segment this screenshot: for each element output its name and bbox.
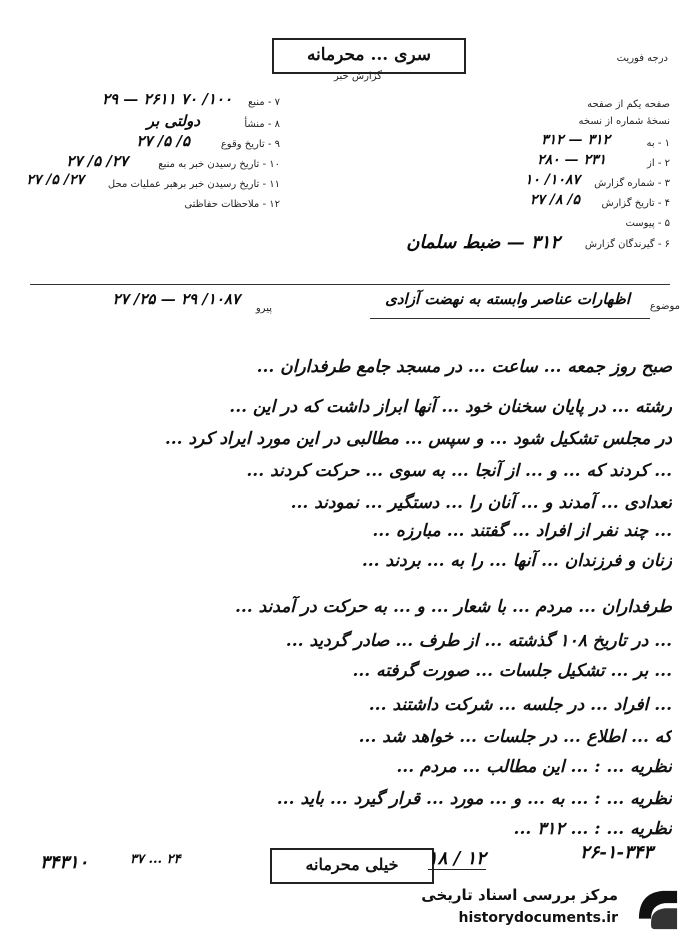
header-divider — [30, 284, 670, 285]
field-5: ۵ - پیوست — [625, 218, 670, 229]
body-line: زنان و فرزندان ... آنها ... را به ... بردند ... — [361, 551, 672, 571]
page-line: صفحه یکم از صفحه — [587, 99, 670, 110]
field-3: ۳ - شماره گزارش ۱۰۸۷/ ۱۰ — [524, 172, 670, 189]
field-8: ۸ - منشأ دولتی بر — [146, 112, 280, 130]
top-classification-stamp — [272, 38, 466, 74]
subject-value: اظهارات عناصر وابسته به نهضت آزادی — [385, 290, 630, 308]
body-line: نظریه ... : ... ۳۱۲ ... — [513, 819, 672, 839]
body-line: رشته ... در پایان سخنان خود ... آنها ابراز داشت که در این ... — [229, 397, 672, 417]
body-line: ... چند نفر از افراد ... گفتند ... مبارزه ... — [372, 521, 672, 541]
bottom-date: ۱۸ / ۱۲ — [428, 848, 486, 869]
watermark-title: مرکز بررسی اسناد تاریخی — [421, 886, 618, 904]
copy-line: نسخهٔ شماره از نسخه — [578, 116, 670, 127]
degree-label: درجه فوریت — [616, 53, 668, 64]
archive-logo-icon — [632, 884, 684, 936]
field-6: ۶ - گیرندگان گزارش ۳۱۲ — ضبط سلمان — [406, 232, 670, 253]
body-line: صبح روز جمعه ... ساعت ... در مسجد جامع طرفداران ... — [256, 357, 672, 377]
body-line: نظریه ... : ... به ... و ... مورد ... قرار گیرد ... باید ... — [276, 789, 672, 809]
bottom-left-note: ۳۷ ... ۲۴ — [130, 852, 181, 867]
body-line: تعدادی ... آمدند و ... آنان را ... دستگیر ... نمودند ... — [290, 493, 672, 513]
watermark — [412, 882, 692, 938]
reference-value: ۱۰۸۷/ ۲۹ — ۲۵/ ۲۷ — [112, 290, 240, 308]
bottom-archive-number: ۲۶-۱-۳۴۳ — [580, 842, 653, 863]
top-classification-text: سری ... محرمانه — [306, 45, 432, 65]
subject-line — [30, 290, 680, 316]
field-4: ۴ - تاریخ گزارش ۵/ ۸/ ۲۷ — [529, 192, 670, 209]
body-line: ... کردند که ... و ... از آنجا ... به سوی ... حرکت کردند ... — [246, 461, 672, 481]
body-line: طرفداران ... مردم ... با شعار ... و ... به حرکت در آمدند ... — [234, 597, 672, 617]
field-9: ۹ - تاریخ وقوع ۵/ ۵/ ۲۷ — [136, 132, 280, 150]
field-7: ۷ - منبع ۱۰۰/ ۷۰ ۲۶۱۱ — ۲۹ — [101, 90, 280, 108]
body-line: ... بر ... تشکیل جلسات ... صورت گرفته ... — [352, 661, 672, 681]
bottom-classification-text: خیلی محرمانه — [305, 855, 399, 874]
subject-underline — [370, 318, 650, 319]
bottom-left-number: ۳۴۳۱۰ — [40, 852, 89, 873]
watermark-url: historydocuments.ir — [458, 910, 618, 926]
body-line: ... در تاریخ ۱۰۸ گذشته ... از طرف ... صادر گردید ... — [285, 631, 672, 651]
report-type-label: گزارش خبر — [334, 71, 382, 82]
bottom-classification-stamp — [270, 848, 434, 884]
field-2: ۲ - از ۲۳۱ — ۲۸۰ — [537, 152, 670, 169]
body-line: ... افراد ... در جلسه ... شرکت داشتند ... — [368, 695, 672, 715]
reference-label: پیرو — [255, 303, 272, 314]
body-line: در مجلس تشکیل شود ... و سپس ... مطالبی در این مورد ایراد کرد ... — [164, 429, 672, 449]
field-12: ۱۲ - ملاحظات حفاظتی — [184, 199, 280, 210]
body-line: نظریه ... : ... این مطالب ... مردم ... — [396, 757, 672, 777]
body-line: که ... اطلاع ... در جلسات ... خواهد شد ... — [358, 727, 672, 747]
subject-label: موضوع — [649, 301, 680, 312]
field-11: ۱۱ - تاریخ رسیدن خبر برهبر عملیات محل ۲۷/ ۵/ ۲۷ — [26, 172, 280, 190]
field-1: ۱ - به ۳۱۲ — ۳۱۲ — [541, 132, 670, 149]
field-10: ۱۰ - تاریخ رسیدن خبر به منبع ۲۷/ ۵/ ۲۷ — [66, 152, 280, 170]
